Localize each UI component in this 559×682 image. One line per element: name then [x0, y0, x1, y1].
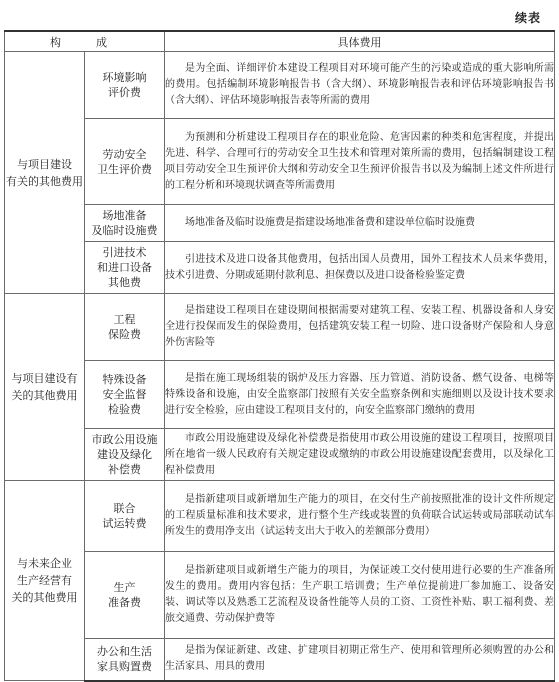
table-row: [5, 294, 555, 361]
item-cell: [85, 52, 165, 119]
item-cell: [85, 481, 165, 552]
desc-cell: [165, 242, 555, 294]
item-label: 生产 准备费: [108, 581, 141, 609]
item-description: 场地准备及临时设施费是指建设场地准备费和建设单位临时设施费: [185, 217, 475, 228]
item-description: 引进技术及进口设备其他费用，包括出国人员费用，国外工程技术人员来华费用，技术引进费、分期或延期付款利息、担保费以及进口设备检验鉴定费: [165, 253, 554, 281]
desc-cell: [165, 205, 555, 242]
table-row: [5, 361, 555, 429]
table-row: [5, 119, 555, 205]
table-row: [5, 242, 555, 294]
desc-cell: [165, 294, 555, 361]
item-description: 是指新建项目或新增生产能力的项目，为保证竣工交付使用进行必要的生产准备所发生的费用。费用内容包括：生产职工培训费；生产单位提前进厂参加施工、设备安装、调试等以及熟悉工艺流程及设备性能等人员的工资、工资性补贴、职工福利费、差旅交通费、劳动保护费等: [165, 565, 554, 624]
item-description: 是指新建项目或新增加生产能力的项目，在交付生产前按照批准的设计文件所规定的工程质量标准和技术要求，进行整个生产线或装置的负荷联合试运转或局部联动试车所发生的费用净支出（试运转支出大于收入的差额部分费用）: [165, 494, 554, 537]
table-row: [5, 481, 555, 552]
table-row: [5, 639, 555, 681]
item-label: 工程 保险费: [108, 313, 141, 341]
item-label: 联合 试运转费: [102, 502, 147, 530]
desc-cell: [165, 552, 555, 639]
item-cell: [85, 119, 165, 205]
group-label: 与未来企业 生产经营有 关的其他费用: [11, 557, 78, 604]
desc-cell: [165, 52, 555, 119]
header-details: 具体费用: [165, 31, 555, 52]
item-cell: [85, 429, 165, 481]
item-description: 是指在施工现场组装的锅炉及压力容器、压力管道、消防设备、燃气设备、电梯等特殊设备和设施，由安全监察部门按照有关安全监察条例和实施细则以及设计技术要求进行安全检验，应由建设工程项目支付的，向安全监察部门缴纳的费用: [165, 372, 554, 416]
item-cell: [85, 361, 165, 429]
item-label: 办公和生活 家具购置费: [97, 645, 152, 674]
item-label: 场地准备 及临时设施费: [91, 209, 158, 237]
desc-cell: [165, 481, 555, 552]
group-cell: [5, 481, 85, 681]
item-description: 市政公用设施建设及绿化补偿费是指使用市政公用设施的建设工程项目，按照项目所在地省一级人民政府有关规定建设或缴纳的市政公用设施建设配套费用，以及绿化工程补偿费用: [165, 432, 554, 476]
item-description: 是指为保证新建、改建、扩建项目初期正常生产、使用和管理所必须购置的办公和生活家具、用具的费用: [165, 645, 554, 673]
desc-cell: [165, 429, 555, 481]
item-cell: [85, 205, 165, 242]
desc-cell: [165, 639, 555, 681]
continued-label: 续表: [514, 11, 541, 25]
group-label: 与项目建设 有关的其他费用: [6, 157, 83, 188]
item-label: 劳动安全 卫生评价费: [97, 147, 152, 176]
item-cell: [85, 242, 165, 294]
cost-composition-table: [4, 30, 555, 682]
desc-cell: [165, 361, 555, 429]
item-description: 是指建设工程项目在建设期间根据需要对建筑工程、安装工程、机器设备和人身安全进行投保而发生的保险费用，包括建筑安装工程一切险、进口设备财产保险和人身意外伤害险等: [165, 305, 554, 348]
group-cell: [5, 294, 85, 481]
item-description: 是为全面、详细评价本建设工程项目对环境可能产生的污染或造成的重大影响所需的费用。包括编制环境影响报告书（含大纲）、环境影响报告表和评估环境影响报告书（含大纲）、评估环境影响报告表等所需的费用: [165, 63, 554, 106]
desc-cell: [165, 119, 555, 205]
item-cell: [85, 639, 165, 681]
table-row: [5, 429, 555, 481]
header-composition: 构 成: [5, 31, 165, 52]
table-header-row: [5, 31, 555, 52]
table-row: [5, 52, 555, 119]
table-row: [5, 205, 555, 242]
item-cell: [85, 552, 165, 639]
item-label: 特殊设备 安全监督 检验费: [102, 373, 147, 416]
item-label: 环境影响 评价费: [102, 71, 147, 99]
item-label: 引进技术 和进口设备 其他费: [97, 246, 152, 289]
group-label: 与项目建设有 关的其他费用: [11, 372, 78, 402]
group-cell: [5, 52, 85, 294]
item-description: 为预测和分析建设工程项目存在的职业危险、危害因素的种类和危害程度，并提出先进、科学、合理可行的劳动安全卫生技术和管理对策所需的费用，包括编制建设工程项目劳动安全卫生预评价大纲和劳动安全卫生预评价报告书以及为编制上述文件所进行的工程分析和环境现状调查等所需费用: [165, 131, 554, 191]
table-row: [5, 552, 555, 639]
item-label: 市政公用设施 建设及绿化 补偿费: [91, 433, 158, 476]
item-cell: [85, 294, 165, 361]
